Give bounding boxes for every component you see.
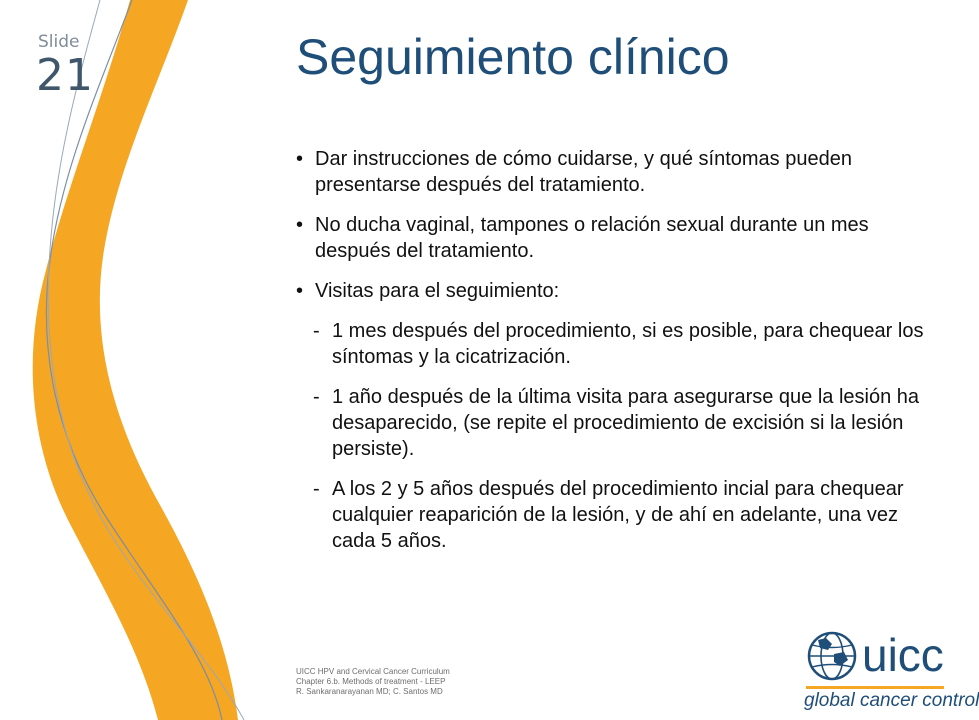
- bullet-marker: •: [296, 148, 304, 170]
- sub-bullet-item: [296, 318, 936, 370]
- footer-credits: [296, 667, 450, 697]
- uicc-logo: [800, 626, 979, 716]
- globe-icon: [806, 630, 858, 682]
- slide-number: 21: [36, 50, 94, 101]
- sub-bullet-marker: -: [313, 320, 320, 342]
- orange-swoosh: [33, 0, 238, 720]
- bullet-marker: •: [296, 280, 304, 302]
- bullet-item: [296, 278, 936, 304]
- sub-bullet-item: [296, 384, 936, 462]
- sub-bullet-text: A los 2 y 5 años después del procedimiento incial para chequear cualquier reaparición de la lesión, y de ahí en adelante, una vez cada 5 años.: [332, 478, 904, 552]
- sub-bullet-marker: -: [313, 478, 320, 500]
- slide-title: Seguimiento clínico: [296, 29, 730, 85]
- slide-label: Slide: [38, 32, 80, 52]
- sub-bullet-marker: -: [313, 386, 320, 408]
- bullet-text: Dar instrucciones de cómo cuidarse, y qué síntomas pueden presentarse después del tratamiento.: [315, 148, 852, 196]
- logo-wordmark: uicc: [862, 629, 944, 681]
- bullet-marker: •: [296, 214, 304, 236]
- sub-bullet-text: 1 mes después del procedimiento, si es posible, para chequear los síntomas y la cicatrización.: [332, 320, 924, 368]
- sub-bullet-text: 1 año después de la última visita para asegurarse que la lesión ha desaparecido, (se repite el procedimiento de excisión si la lesión persiste).: [332, 386, 920, 460]
- footer-line: R. Sankaranarayanan MD; C. Santos MD: [296, 687, 443, 696]
- footer-line: Chapter 6.b. Methods of treatment - LEEP: [296, 677, 446, 686]
- bullet-item: [296, 212, 936, 264]
- logo-underline: [806, 686, 944, 689]
- bullet-text: No ducha vaginal, tampones o relación sexual durante un mes después del tratamiento.: [315, 214, 869, 262]
- sub-bullet-item: [296, 476, 936, 554]
- bullet-text: Visitas para el seguimiento:: [315, 280, 560, 302]
- slide-content: [296, 146, 936, 568]
- bullet-item: [296, 146, 936, 198]
- logo-tagline: global cancer control: [804, 690, 979, 711]
- footer-line: UICC HPV and Cervical Cancer Curriculum: [296, 667, 450, 676]
